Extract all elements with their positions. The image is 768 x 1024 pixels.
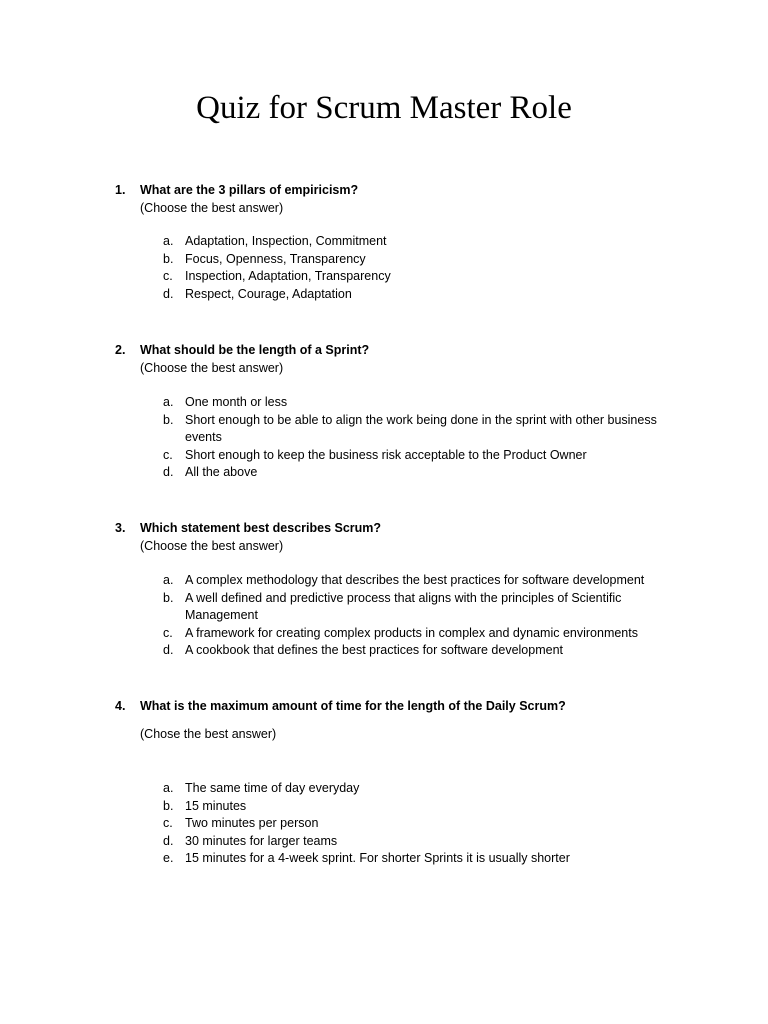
option-letter: d. <box>163 833 174 848</box>
option-text: All the above <box>185 465 258 480</box>
option-item <box>0 268 768 286</box>
question-text: What are the 3 pillars of empiricism? <box>140 183 359 197</box>
option-text: Respect, Courage, Adaptation <box>185 286 352 301</box>
question-text: Which statement best describes Scrum? <box>140 521 382 535</box>
question-number: 3. <box>115 521 126 535</box>
option-item <box>0 815 768 833</box>
option-text: Short enough to be able to align the work being done in the sprint with other business events <box>185 412 657 445</box>
option-letter: c. <box>163 625 173 640</box>
option-letter: a. <box>163 781 174 795</box>
option-text: 15 minutes for a 4-week sprint. For shorter Sprints it is usually shorter <box>185 851 570 866</box>
option-letter: b. <box>163 412 174 427</box>
option-text: One month or less <box>185 395 288 409</box>
option-text: Short enough to keep the business risk acceptable to the Product Owner <box>185 447 587 462</box>
option-item <box>0 572 768 590</box>
option-letter: a. <box>163 234 174 248</box>
option-letter: a. <box>163 573 174 587</box>
option-letter: b. <box>163 798 174 813</box>
option-item <box>0 642 768 660</box>
option-letter: d. <box>163 465 174 480</box>
question-instruction: (Choose the best answer) <box>140 201 284 215</box>
option-item <box>0 625 768 643</box>
option-list <box>0 780 768 868</box>
option-item <box>0 233 768 251</box>
question-number: 1. <box>115 183 126 197</box>
option-item <box>0 412 768 447</box>
question-instruction: (Chose the best answer) <box>140 727 277 741</box>
option-letter: c. <box>163 269 173 284</box>
option-item <box>0 780 768 798</box>
option-text: Two minutes per person <box>185 816 319 831</box>
question-text: What should be the length of a Sprint? <box>140 343 370 357</box>
option-letter: b. <box>163 251 174 266</box>
option-item <box>0 464 768 482</box>
option-item <box>0 850 768 868</box>
question-instruction: (Choose the best answer) <box>140 539 284 553</box>
option-letter: c. <box>163 447 173 462</box>
option-letter: e. <box>163 851 174 866</box>
option-item <box>0 251 768 269</box>
option-text: A well defined and predictive process that aligns with the principles of Scientific Management <box>185 590 622 623</box>
option-text: A cookbook that defines the best practices for software development <box>185 643 563 658</box>
question-number: 2. <box>115 343 126 357</box>
option-text: Inspection, Adaptation, Transparency <box>185 269 391 284</box>
option-text: The same time of day everyday <box>185 781 360 795</box>
page-title: Quiz for Scrum Master Role <box>196 90 572 126</box>
option-item <box>0 394 768 412</box>
question-number: 4. <box>115 699 126 713</box>
option-item <box>0 590 768 625</box>
option-letter: d. <box>163 286 174 301</box>
option-text: A complex methodology that describes the best practices for software development <box>185 573 645 587</box>
option-text: Focus, Openness, Transparency <box>185 251 366 266</box>
option-item <box>0 798 768 816</box>
question-instruction: (Choose the best answer) <box>140 361 284 375</box>
option-list <box>0 233 768 303</box>
option-item <box>0 833 768 851</box>
question-text: What is the maximum amount of time for the length of the Daily Scrum? <box>140 699 566 713</box>
option-letter: a. <box>163 395 174 409</box>
option-letter: c. <box>163 816 173 831</box>
option-text: Adaptation, Inspection, Commitment <box>185 234 387 248</box>
option-letter: b. <box>163 590 174 605</box>
option-text: 30 minutes for larger teams <box>185 833 338 848</box>
option-text: A framework for creating complex products in complex and dynamic environments <box>185 625 638 640</box>
option-item <box>0 447 768 465</box>
option-list <box>0 394 768 482</box>
option-item <box>0 286 768 304</box>
option-text: 15 minutes <box>185 798 247 813</box>
option-letter: d. <box>163 643 174 658</box>
option-list <box>0 572 768 660</box>
